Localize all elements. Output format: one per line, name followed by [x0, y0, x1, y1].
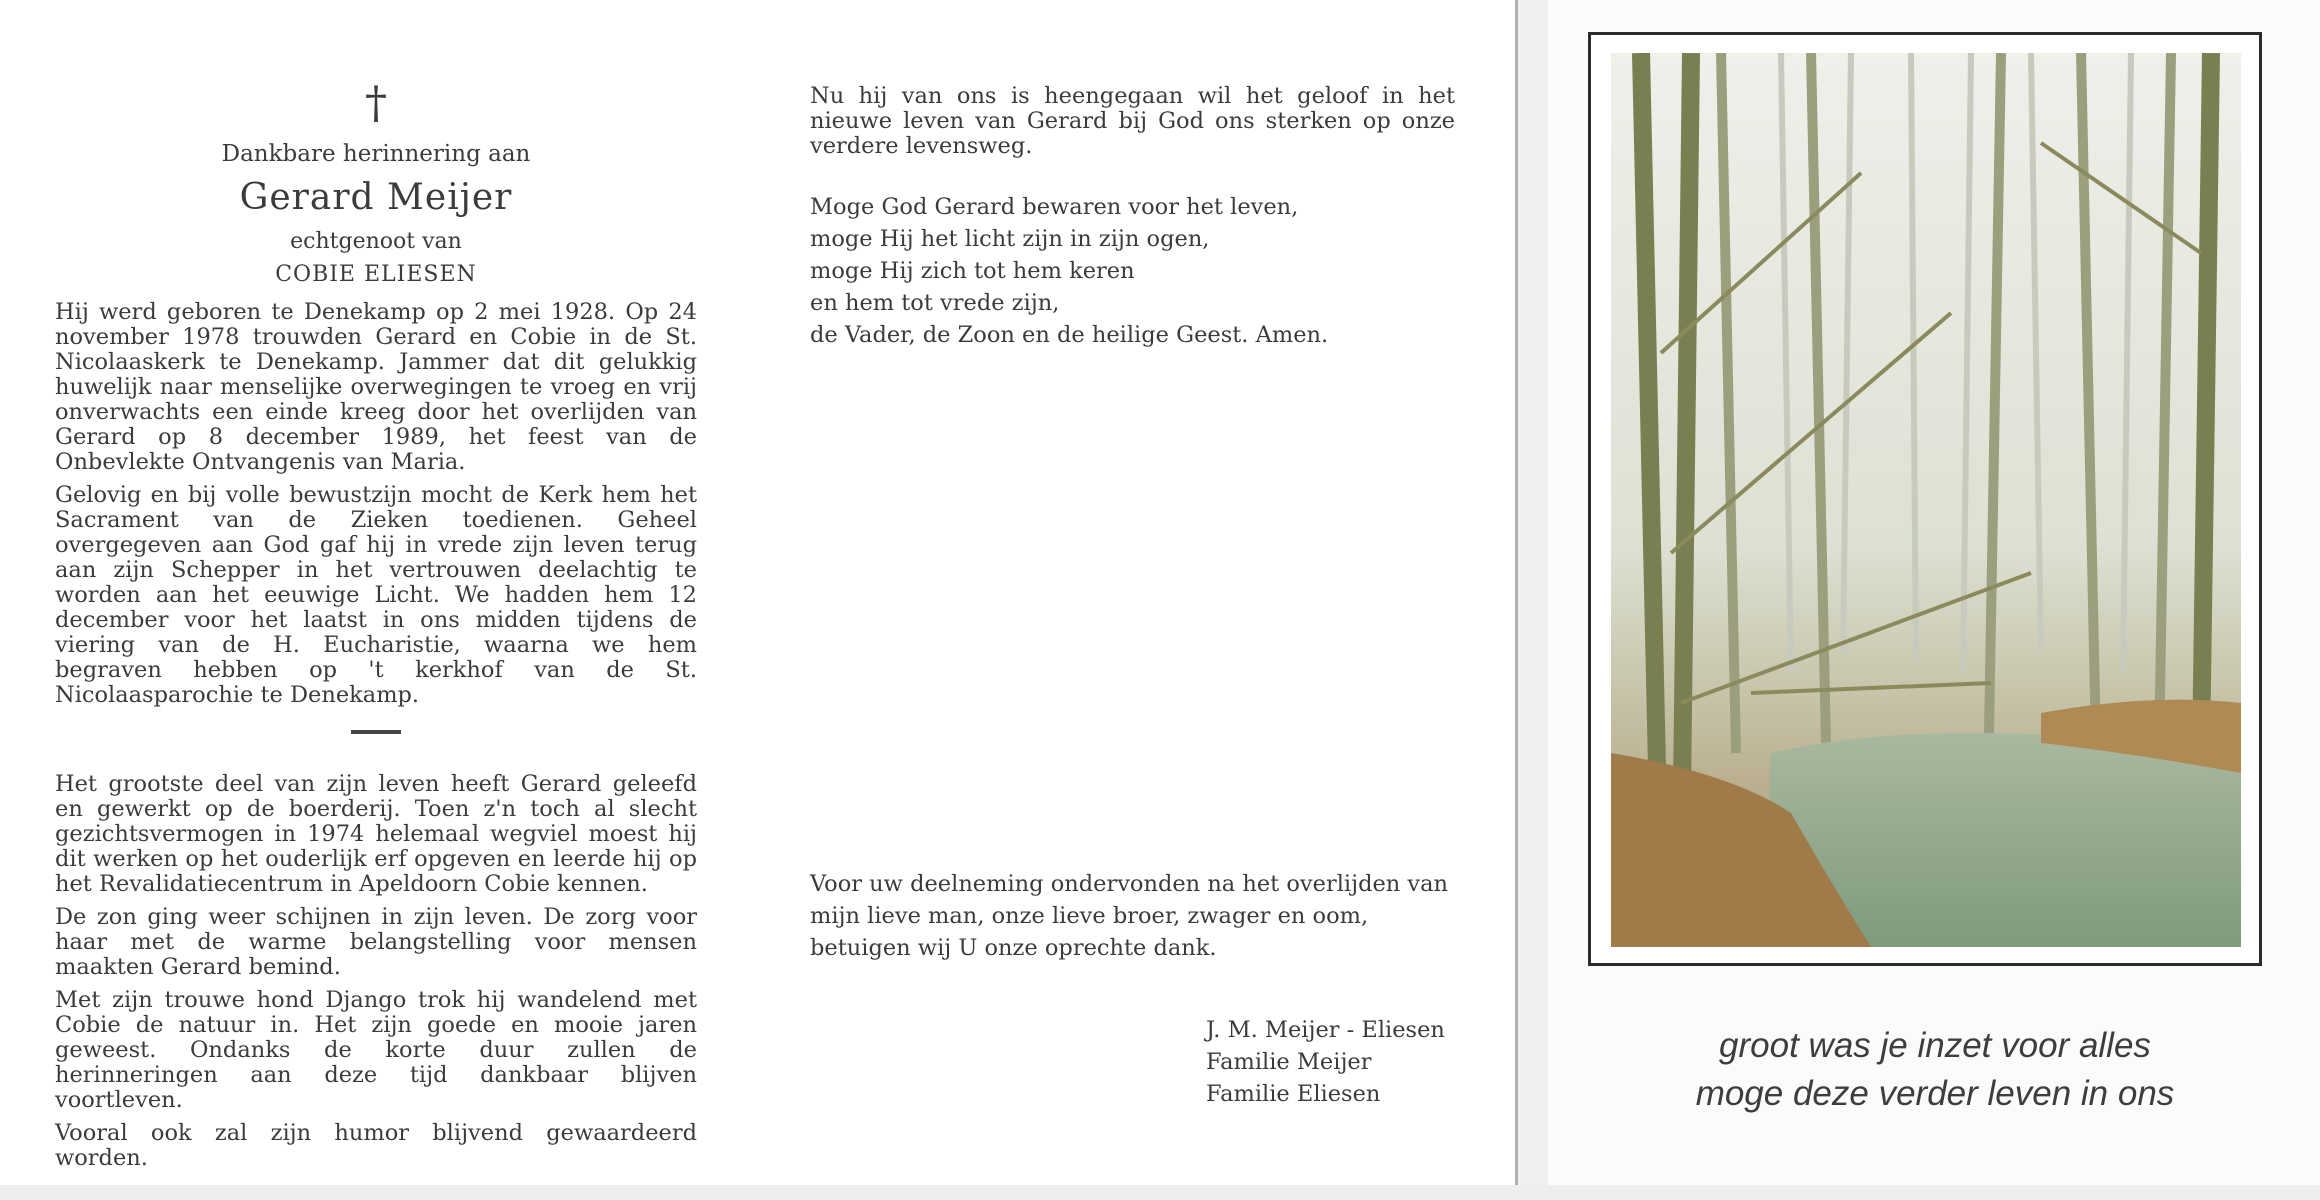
photo-frame: [1588, 32, 2262, 966]
forest-illustration: [1611, 53, 2241, 947]
biography-paragraph-4: De zon ging weer schijnen in zijn leven. De zorg voor haar met de warme belangstelling voor mensen maakten Gerard bemind.: [55, 904, 697, 980]
forest-stream-photo: [1611, 53, 2241, 947]
scan-bottom-edge: [0, 1185, 2320, 1200]
signature-line: J. M. Meijer - Eliesen: [1206, 1017, 1445, 1043]
prayer-line: en hem tot vrede zijn,: [810, 290, 1060, 316]
faith-paragraph: Nu hij van ons is heengegaan wil het geloof in het nieuwe leven van Gerard bij God ons sterken op onze verdere levensweg.: [810, 83, 1455, 159]
prayer-line: moge Hij het licht zijn in zijn ogen,: [810, 226, 1210, 252]
caption-line: groot was je inzet voor alles: [1719, 1026, 2151, 1065]
signature-line: Familie Eliesen: [1206, 1081, 1381, 1107]
middle-column: [810, 83, 1455, 1107]
biography-paragraph-6: Vooral ook zal zijn humor blijvend gewaardeerd worden.: [55, 1120, 697, 1171]
prayer-line: de Vader, de Zoon en de heilige Geest. Amen.: [810, 322, 1329, 348]
intro-line: Dankbare herinnering aan: [221, 141, 531, 167]
biography-paragraph-5: Met zijn trouwe hond Django trok hij wandelend met Cobie de natuur in. Het zijn goede en mooie jaren geweest. Ondanks de korte duur zullen de herinneringen aan deze tijd dankbaar blijven voortleven.: [55, 987, 697, 1113]
signature-block: [1206, 1014, 1445, 1110]
spouse-label: echtgenoot van: [290, 229, 462, 254]
spouse-name: COBIE ELIESEN: [275, 262, 477, 287]
card-fold-gap: [1518, 0, 1548, 1200]
biography-paragraph-3: Het grootste deel van zijn leven heeft Gerard geleefd en gewerkt op de boerderij. Toen z'n toch al slecht gezichtsvermogen in 1974 helemaal wegviel moest hij dit werken op het ouderlijk erf opgeven en leerde hij op het Revalidatiecentrum in Apeldoorn Cobie kennen.: [55, 771, 697, 897]
cross-icon: †: [365, 78, 387, 129]
prayer-line: moge Hij zich tot hem keren: [810, 258, 1135, 284]
prayer-line: Moge God Gerard bewaren voor het leven,: [810, 194, 1299, 220]
photo-caption: [1560, 1022, 2310, 1118]
signature-line: Familie Meijer: [1206, 1049, 1372, 1075]
biography-paragraph-2: Gelovig en bij volle bewustzijn mocht de Kerk hem het Sacrament van de Zieken toedienen. Geheel overgegeven aan God gaf hij in vrede zijn leven terug aan zijn Schepper in het vertrouwen deelachtig te worden aan het eeuwige Licht. We hadden hem 12 december voor het laatst in ons midden tijdens de viering van de H. Eucharistie, waarna we hem begraven hebben op 't kerkhof van de St. Nicolaasparochie te Denekamp.: [55, 482, 697, 708]
biography-paragraph-1: Hij werd geboren te Denekamp op 2 mei 1928. Op 24 november 1978 trouwden Gerard en Cobie in de St. Nicolaaskerk te Denekamp. Jammer dat dit gelukkig huwelijk naar menselijke overwegingen te vroeg en vrij onverwachts een einde kreeg door het overlijden van Gerard op 8 december 1989, het feest van de Onbevlekte Ontvangenis van Maria.: [55, 299, 697, 475]
prayer-block: [810, 191, 1455, 351]
thanks-paragraph: Voor uw deelneming ondervonden na het overlijden van mijn lieve man, onze lieve broer, zwager en oom, betuigen wij U onze oprechte dank.: [810, 871, 1449, 961]
left-column: [55, 80, 697, 1179]
caption-line: moge deze verder leven in ons: [1695, 1074, 2175, 1113]
section-divider: [351, 730, 401, 734]
deceased-name: Gerard Meijer: [239, 177, 513, 218]
